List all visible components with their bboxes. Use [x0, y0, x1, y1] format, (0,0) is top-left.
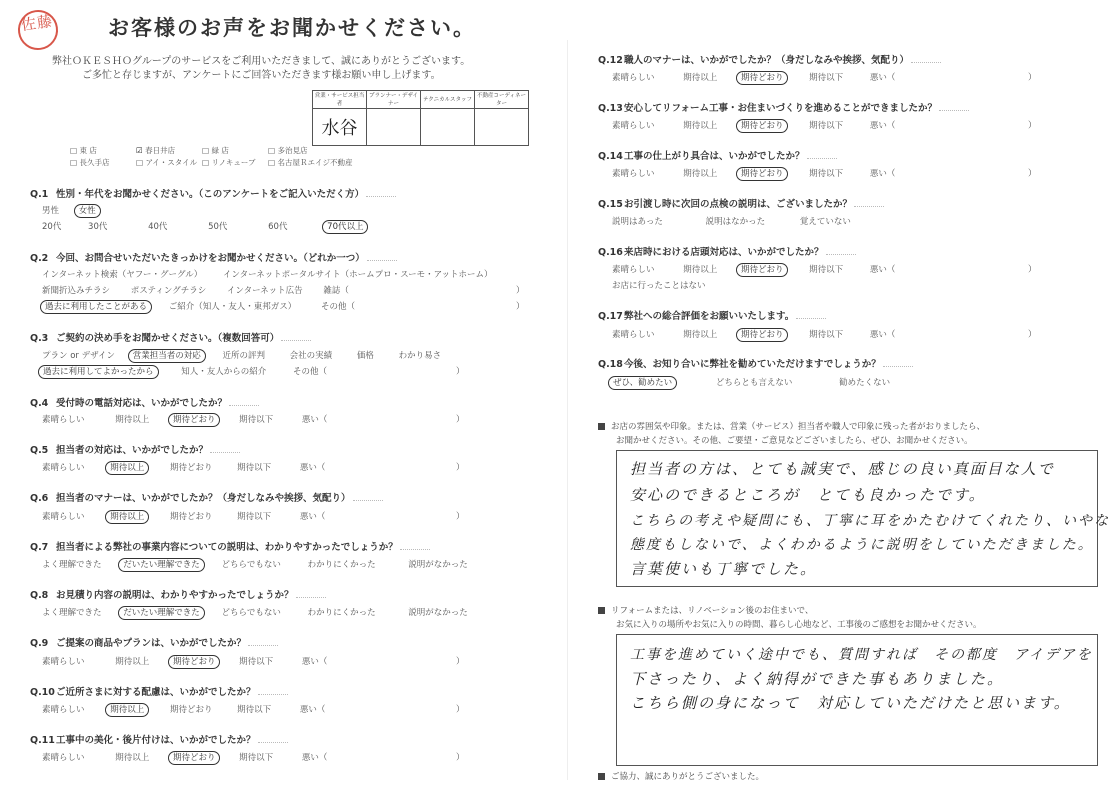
option[interactable]: 素晴らしい [42, 463, 85, 473]
store-checkboxes [70, 145, 370, 169]
close-paren: ） [456, 705, 465, 715]
question-text: 職人のマナーは、いかがでしたか？（身だしなみや挨拶、気配り） [624, 55, 910, 66]
comment-1-handwriting-line-5: 言葉使いも丁寧でした。 [630, 560, 818, 578]
option[interactable]: 期待以上 [115, 415, 150, 425]
close-paren: ） [456, 657, 465, 667]
option-selected[interactable]: 期待どおり [736, 328, 789, 342]
option[interactable]: インターネット検索（ヤフー・グーグル） [42, 270, 203, 280]
intro-line-1: 弊社ＯＫＥＳＨＯグループのサービスをご利用いただきまして、誠にありがとうございます。 [52, 56, 471, 67]
question-text: 受付時の電話対応は、いかがでしたか？ [56, 398, 228, 409]
option[interactable]: 素晴らしい [42, 705, 85, 715]
store-checkbox[interactable]: □ アイ・スタイル [136, 157, 202, 169]
option[interactable]: 期待以上 [683, 265, 718, 275]
option[interactable]: 期待以上 [683, 330, 718, 340]
question-number: Q.5 [30, 445, 49, 456]
option[interactable]: 悪い（ [299, 512, 326, 522]
store-checkbox[interactable]: □ 名古屋Ｒエイジ不動産 [268, 157, 358, 169]
question-number: Q.4 [30, 398, 49, 409]
staff-table [312, 90, 529, 146]
q12-options [612, 71, 895, 83]
intro-line-2: ご多忙と存じますが、アンケートにご回答いただきます様お願い申し上げます。 [82, 70, 441, 81]
question-number: Q.1 [30, 189, 49, 200]
question-text: 工事中の美化・後片付けは、いかがでしたか？ [56, 735, 256, 746]
square-bullet-icon [598, 773, 605, 780]
option[interactable]: 素晴らしい [612, 169, 655, 179]
option[interactable]: 期待以下 [237, 512, 272, 522]
option[interactable]: 新聞折込みチラシ [42, 286, 111, 296]
close-paren: ） [456, 512, 465, 522]
question-text: お見積り内容の説明は、わかりやすかったでしょうか？ [56, 590, 294, 601]
square-bullet-icon [598, 607, 605, 614]
q3-options-row2 [38, 365, 327, 377]
comment-1-handwriting-line-3: こちらの考えや疑問にも、丁寧に耳をかたむけてくれたり、いやな [630, 513, 1110, 529]
question-18 [598, 356, 913, 370]
option[interactable]: 悪い（ [869, 169, 896, 179]
question-text: お引渡し時に次回の点検の説明は、ございましたか？ [624, 199, 853, 210]
option[interactable]: 期待以上 [115, 753, 150, 763]
footer-thanks [598, 770, 764, 782]
staff-header-planner: プランナー・デザイナー [367, 91, 421, 109]
comment-1-handwriting-line-2: 安心のできるところが とても良かったです。 [630, 486, 986, 504]
question-number: Q.11 [30, 735, 55, 746]
option-selected[interactable]: 期待どおり [736, 263, 789, 277]
question-15 [598, 196, 884, 210]
comment-1-handwriting-line-1: 担当者の方は、とても誠実で、感じの良い真面目な人で [630, 460, 1055, 478]
store-checkbox[interactable]: □ 多治見店 [268, 145, 358, 157]
q17-options [612, 328, 895, 340]
option[interactable]: 悪い（ [869, 121, 896, 131]
question-text: 担当者のマナーは、いかがでしたか？（身だしなみや挨拶、気配り） [56, 493, 351, 504]
option[interactable]: 期待以下 [239, 415, 274, 425]
option[interactable]: わかりにくかった [307, 560, 376, 570]
option[interactable]: 期待以下 [809, 121, 844, 131]
question-text: 工事の仕上がり具合は、いかがでしたか？ [624, 151, 805, 162]
q9-options [42, 655, 327, 667]
question-text: ご提案の商品やプランは、いかがでしたか？ [56, 638, 247, 649]
question-11 [30, 732, 288, 746]
comment-2-prompt-line-2: お気に入りの場所やお気に入りの時間、暮らし心地など、工事後のご感想をお聞かせください。 [616, 620, 982, 630]
store-checkbox[interactable]: □ 長久手店 [70, 157, 136, 169]
option[interactable]: どちらとも言えない [715, 378, 793, 388]
question-1 [30, 186, 396, 200]
staff-value-sales[interactable]: 水谷 [313, 109, 367, 146]
option[interactable]: 期待以下 [237, 705, 272, 715]
option[interactable]: 期待以上 [115, 657, 150, 667]
option[interactable]: ポスティングチラシ [130, 286, 207, 296]
option[interactable]: その他（ [320, 302, 355, 312]
comment-2-handwriting-line-2: 下さったり、よく納得ができた事もありました。 [630, 670, 1005, 688]
question-text: 今回、お問合せいただいたきっかけをお聞かせください。（どれか一つ） [56, 253, 365, 264]
option[interactable]: 説明はあった [612, 217, 663, 227]
close-paren: ） [456, 367, 465, 377]
option[interactable]: よく理解できた [42, 608, 102, 618]
option-selected[interactable]: ぜひ、勧めたい [608, 376, 677, 390]
comment-1-prompt-line-2: お聞かせください。その他、ご要望・ご意見などございましたら、ぜひ、お聞かせください。 [616, 436, 973, 446]
question-13 [598, 100, 969, 114]
q16-options [612, 263, 895, 275]
option[interactable]: 期待以下 [809, 73, 844, 83]
option[interactable]: インターネット広告 [226, 286, 303, 296]
option[interactable]: 40代 [148, 222, 168, 232]
close-paren: ） [1028, 265, 1037, 275]
question-6 [30, 490, 383, 504]
option[interactable]: 30代 [88, 222, 108, 232]
close-paren: ） [456, 415, 465, 425]
option[interactable]: 説明がなかった [408, 560, 468, 570]
staff-value-planner[interactable] [367, 109, 421, 146]
option[interactable]: 説明がなかった [408, 608, 468, 618]
close-paren: ） [516, 302, 525, 312]
option[interactable]: 価格 [356, 351, 374, 361]
option[interactable]: 素晴らしい [612, 265, 655, 275]
option[interactable]: 素晴らしい [612, 330, 655, 340]
staff-value-technical[interactable] [421, 109, 475, 146]
staff-header-sales: 営業・サービス担当者 [313, 91, 367, 109]
question-number: Q.18 [598, 359, 623, 370]
question-number: Q.14 [598, 151, 623, 162]
question-5 [30, 442, 240, 456]
q6-options [42, 510, 325, 522]
option[interactable]: 期待以上 [683, 169, 718, 179]
option[interactable]: 説明はなかった [705, 217, 766, 227]
option[interactable]: 悪い（ [299, 705, 326, 715]
option[interactable]: 悪い（ [299, 463, 326, 473]
q1-age-options [42, 220, 368, 232]
option[interactable]: 会社の実績 [289, 351, 333, 361]
option[interactable]: わかりにくかった [307, 608, 376, 618]
option-selected[interactable]: 期待どおり [736, 119, 789, 133]
option[interactable]: 期待以下 [809, 265, 844, 275]
option-selected[interactable]: 過去に利用したことがある [40, 300, 152, 314]
option[interactable]: 悪い（ [301, 753, 328, 763]
footer-text: ご協力、誠にありがとうございました。 [611, 772, 765, 782]
option[interactable]: 素晴らしい [612, 73, 655, 83]
store-checkbox[interactable]: □ リノキューブ [202, 157, 268, 169]
option[interactable]: 素晴らしい [612, 121, 655, 131]
option[interactable]: 覚えていない [799, 217, 851, 227]
option[interactable]: 期待以上 [683, 73, 718, 83]
option[interactable]: 期待どおり [169, 463, 213, 473]
question-4 [30, 395, 259, 409]
q13-options [612, 119, 895, 131]
question-number: Q.7 [30, 542, 49, 553]
question-number: Q.10 [30, 687, 55, 698]
option[interactable]: 素晴らしい [42, 753, 85, 763]
page-title: お客様のお声をお聞かせください。 [108, 16, 476, 40]
comment-2-prompt [598, 604, 813, 616]
option[interactable]: 期待どおり [169, 705, 213, 715]
question-number: Q.9 [30, 638, 49, 649]
option-selected[interactable]: 期待どおり [168, 413, 221, 427]
question-2 [30, 250, 397, 264]
q14-options [612, 167, 895, 179]
staff-header-realestate: 不動産コーディネーター [475, 91, 529, 109]
option[interactable]: プラン or デザイン [42, 351, 116, 361]
column-divider [567, 40, 568, 780]
option-selected[interactable]: 期待どおり [168, 655, 221, 669]
option-selected[interactable]: 期待以上 [105, 510, 149, 524]
close-paren: ） [1028, 73, 1037, 83]
q7-options [42, 558, 468, 570]
option[interactable]: 60代 [268, 222, 288, 232]
store-checkbox-checked[interactable]: ☑ 春日井店 [136, 145, 202, 157]
option[interactable]: その他（ [292, 367, 327, 377]
option[interactable]: 素晴らしい [42, 512, 85, 522]
question-number: Q.13 [598, 103, 623, 114]
question-number: Q.6 [30, 493, 49, 504]
question-text: 安心してリフォーム工事・お住まいづくりを進めることができましたか？ [624, 103, 938, 114]
option-selected[interactable]: 期待以上 [105, 703, 149, 717]
close-paren: ） [456, 463, 465, 473]
question-7 [30, 539, 430, 553]
q10-options [42, 703, 325, 715]
option[interactable]: 20代 [42, 222, 62, 232]
q16-option-never-visited[interactable]: お店に行ったことはない [612, 281, 706, 291]
option[interactable]: インターネットポータルサイト（ホームプロ・スーモ・アットホーム） [222, 270, 493, 280]
q8-options [42, 606, 468, 618]
question-text: 来店時における店頭対応は、いかがでしたか？ [624, 247, 824, 258]
option[interactable]: よく理解できた [42, 560, 102, 570]
comment-1-handwriting-line-4: 態度もしないで、よくわかるように説明をしていただきました。 [630, 537, 1094, 553]
q11-options [42, 751, 327, 763]
question-14 [598, 148, 837, 162]
question-9 [30, 635, 278, 649]
option-selected[interactable]: 過去に利用してよかったから [38, 365, 159, 379]
option[interactable]: 悪い（ [869, 330, 896, 340]
option[interactable]: 期待以上 [683, 121, 718, 131]
question-number: Q.12 [598, 55, 623, 66]
q4-options [42, 413, 327, 425]
question-text: 性別・年代をお聞かせください。（このアンケートをご記入いただく方） [56, 189, 365, 200]
question-text: ご近所さまに対する配慮は、いかがでしたか？ [56, 687, 256, 698]
q2-options-row1 [42, 268, 493, 280]
option[interactable]: 素晴らしい [42, 415, 85, 425]
question-text: 今後、お知り合いに弊社を勧めていただけますでしょうか？ [624, 359, 881, 370]
question-text: 担当者による弊社の事業内容についての説明は、わかりやすかったでしょうか？ [56, 542, 398, 553]
prompt-line: お店の雰囲気や印象。または、営業（サービス）担当者や職人で印象に残った者がおりましたら、 [611, 422, 986, 432]
q5-options [42, 461, 325, 473]
option[interactable]: どちらでもない [221, 560, 281, 570]
option[interactable]: 男性 [42, 206, 60, 216]
option[interactable]: どちらでもない [221, 608, 281, 618]
close-paren: ） [1028, 169, 1037, 179]
question-12 [598, 52, 941, 66]
option[interactable]: 素晴らしい [42, 657, 85, 667]
option[interactable]: 悪い（ [869, 265, 896, 275]
question-text: ご契約の決め手をお聞かせください。（複数回答可） [56, 333, 280, 344]
option[interactable]: 期待以下 [239, 753, 274, 763]
question-3 [30, 330, 311, 344]
question-number: Q.17 [598, 311, 623, 322]
question-number: Q.15 [598, 199, 623, 210]
option[interactable]: 悪い（ [869, 73, 896, 83]
square-bullet-icon [598, 423, 605, 430]
close-paren: ） [456, 753, 465, 763]
option-selected[interactable]: 期待どおり [168, 751, 221, 765]
option[interactable]: 期待以下 [809, 169, 844, 179]
question-text: 担当者の対応は、いかがでしたか？ [56, 445, 209, 456]
option[interactable]: 期待以下 [237, 463, 272, 473]
question-17 [598, 308, 826, 322]
staff-header-technical: テクニカルスタッフ [421, 91, 475, 109]
seal-stamp [15, 7, 60, 52]
option[interactable]: 近所の評判 [222, 351, 265, 361]
option-selected[interactable]: 70代以上 [322, 220, 368, 234]
option-selected[interactable]: 女性 [74, 204, 101, 218]
comment-2-handwriting-line-1: 工事を進めていく途中でも、質問すれば その都度 アイデアを [630, 647, 1093, 663]
q15-options [612, 215, 851, 227]
question-number: Q.3 [30, 333, 49, 344]
option[interactable]: 知人・友人からの紹介 [181, 367, 267, 377]
question-8 [30, 587, 326, 601]
question-number: Q.2 [30, 253, 49, 264]
close-paren: ） [1028, 121, 1037, 131]
store-checkbox[interactable]: □ 東 店 [70, 145, 136, 157]
option-selected[interactable]: 期待どおり [736, 167, 789, 181]
q2-options-row3 [40, 300, 355, 312]
q3-options-row1 [42, 349, 441, 361]
staff-value-realestate[interactable] [475, 109, 529, 146]
comment-2-handwriting-line-3: こちら側の身になって 対応していただけたと思います。 [630, 694, 1071, 712]
q18-options [608, 376, 890, 388]
close-paren: ） [516, 286, 525, 296]
prompt-line: リフォームまたは、リノベーション後のお住まいで、 [611, 606, 814, 616]
option[interactable]: 期待以下 [239, 657, 274, 667]
option[interactable]: 雑誌（ [323, 286, 349, 296]
option[interactable]: 勧めたくない [839, 378, 891, 388]
question-text: 弊社への総合評価をお願いいたします。 [624, 311, 795, 322]
comment-1-prompt [598, 420, 985, 432]
question-10 [30, 684, 288, 698]
close-paren: ） [1028, 330, 1037, 340]
option-selected[interactable]: 期待以上 [105, 461, 149, 475]
option[interactable]: ご紹介（知人・友人・東邦ガス） [168, 302, 297, 312]
option-selected[interactable]: だいたい理解できた [118, 558, 205, 572]
option[interactable]: 50代 [208, 222, 228, 232]
seal-text: 佐藤 [19, 11, 55, 35]
option[interactable]: 期待以下 [809, 330, 844, 340]
q2-options-row2 [42, 284, 349, 296]
option-selected[interactable]: 期待どおり [736, 71, 789, 85]
question-number: Q.16 [598, 247, 623, 258]
option[interactable]: 期待どおり [169, 512, 213, 522]
option[interactable]: 悪い（ [301, 657, 328, 667]
question-16 [598, 244, 856, 258]
option[interactable]: わかり易さ [398, 351, 442, 361]
question-number: Q.8 [30, 590, 49, 601]
option-selected[interactable]: だいたい理解できた [118, 606, 205, 620]
store-checkbox[interactable]: □ 緑 店 [202, 145, 268, 157]
option[interactable]: 悪い（ [301, 415, 328, 425]
q1-gender-options [42, 204, 101, 216]
option-selected[interactable]: 営業担当者の対応 [128, 349, 206, 363]
